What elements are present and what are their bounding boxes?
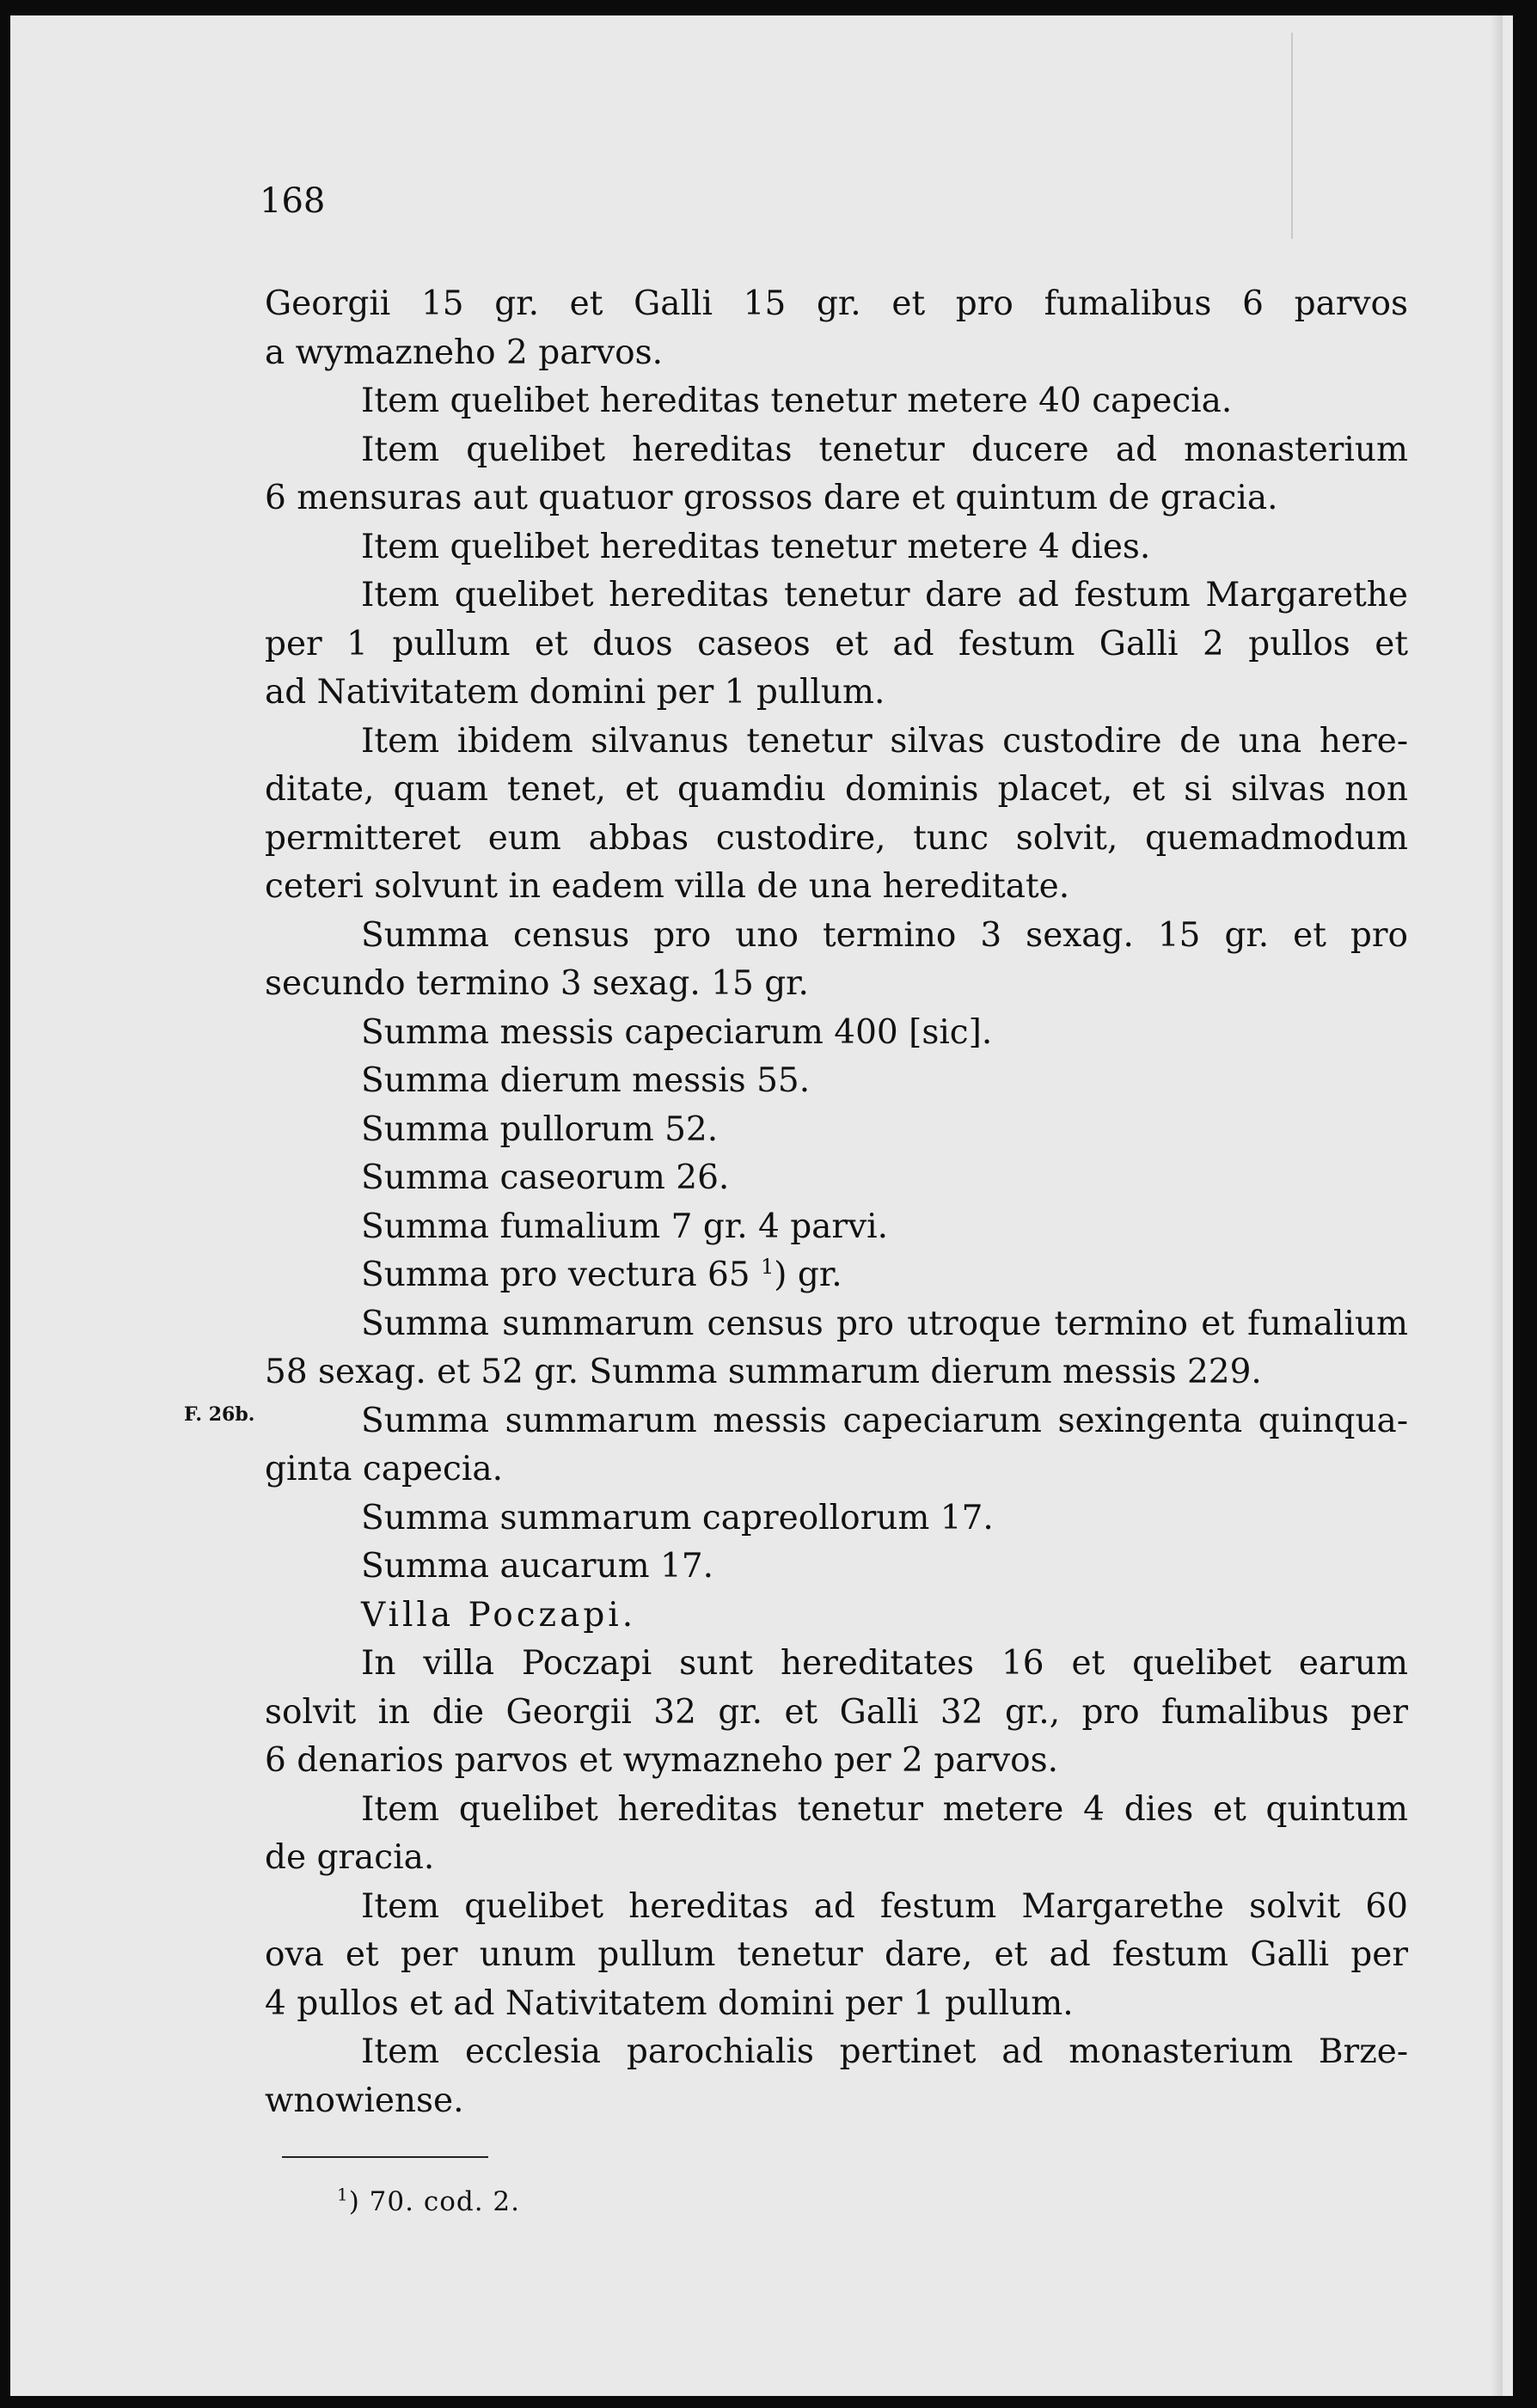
text-line: de gracia.: [265, 1838, 435, 1877]
footnote-text: ) 70. cod. 2.: [348, 2186, 520, 2217]
text-line: Summa dierum messis 55.: [361, 1061, 811, 1100]
text-line: ginta capecia.: [265, 1450, 503, 1488]
text-line: solvit in die Georgii 32 gr. et Galli 32 gr., pro fumalibus per: [265, 1692, 1408, 1732]
text-line: permitteret eum abbas custodire, tunc solvit, quemadmodum: [265, 818, 1408, 858]
text-line: Summa caseorum 26.: [361, 1158, 730, 1197]
text-line: secundo termino 3 sexag. 15 gr.: [265, 964, 809, 1003]
text-line: ova et per unum pullum tenetur dare, et ad festum Galli per: [265, 1935, 1408, 1974]
text-line: Summa summarum capreollorum 17.: [361, 1498, 994, 1537]
text-line: per 1 pullum et duos caseos et ad festum Galli 2 pullos et: [265, 624, 1408, 663]
text-line: Item quelibet hereditas tenetur metere 4 dies et quintum: [361, 1789, 1408, 1829]
text-line: Item quelibet hereditas tenetur metere 40 capecia.: [361, 382, 1233, 420]
text-line: a wymazneho 2 parvos.: [265, 333, 664, 372]
text-line: 6 denarios parvos et wymazneho per 2 parvos.: [265, 1741, 1059, 1780]
footnote-divider: [282, 2156, 488, 2158]
text-line: Summa summarum census pro utroque termino et fumalium: [361, 1304, 1408, 1343]
text-line: 58 sexag. et 52 gr. Summa summarum dierum messis 229.: [265, 1353, 1262, 1391]
book-page: [10, 15, 1513, 2396]
text-line: wnowiense.: [265, 2081, 464, 2120]
text-line: 4 pullos et ad Nativitatem domini per 1 pullum.: [265, 1983, 1074, 2023]
text-line: Summa pullorum 52.: [361, 1109, 719, 1149]
page-number: 168: [260, 181, 326, 221]
text-line: ceteri solvunt in eadem villa de una hereditate.: [265, 867, 1070, 906]
text-line: [265, 1251, 1408, 1300]
text-line: Summa messis capeciarum 400 [sic].: [361, 1012, 993, 1052]
text-line: In villa Poczapi sunt hereditates 16 et quelibet earum: [361, 1644, 1408, 1683]
text-segment: ) gr.: [774, 1256, 842, 1294]
text-line: ad Nativitatem domini per 1 pullum.: [265, 673, 885, 712]
text-line: Item quelibet hereditas ad festum Margarethe solvit 60: [361, 1886, 1408, 1926]
text-line: Item ibidem silvanus tenetur silvas custodire de una here-: [361, 721, 1408, 761]
text-line: Item quelibet hereditas tenetur ducere ad monasterium: [361, 430, 1408, 469]
text-segment: Summa pro vectura 65: [361, 1256, 750, 1294]
footnote: [337, 2186, 520, 2217]
body-text: [265, 280, 1408, 2125]
text-line: Georgii 15 gr. et Galli 15 gr. et pro fumalibus 6 parvos: [265, 284, 1408, 323]
text-line: Summa aucarum 17.: [361, 1547, 714, 1586]
page-edge: [1491, 15, 1503, 2396]
page-crease: [1291, 33, 1293, 239]
text-line: Item quelibet hereditas tenetur metere 4 dies.: [361, 527, 1151, 566]
section-heading: Villa Poczapi.: [361, 1595, 637, 1635]
text-line: ditate, quam tenet, et quamdiu dominis placet, et si silvas non: [265, 770, 1408, 809]
text-line: Summa census pro uno termino 3 sexag. 15 gr. et pro: [361, 915, 1408, 955]
footnote-marker: 1: [337, 2184, 349, 2205]
text-line: Summa summarum messis capeciarum sexingenta quinqua-: [361, 1401, 1408, 1440]
text-line: Item quelibet hereditas tenetur dare ad festum Margarethe: [361, 576, 1408, 614]
text-line: Summa fumalium 7 gr. 4 parvi.: [361, 1207, 888, 1246]
text-line: Item ecclesia parochialis pertinet ad monasterium Brze-: [361, 2032, 1408, 2071]
footnote-ref: 1: [761, 1255, 775, 1279]
margin-folio-note: F. 26b.: [184, 1403, 255, 1426]
text-line: 6 mensuras aut quatuor grossos dare et quintum de gracia.: [265, 479, 1278, 517]
